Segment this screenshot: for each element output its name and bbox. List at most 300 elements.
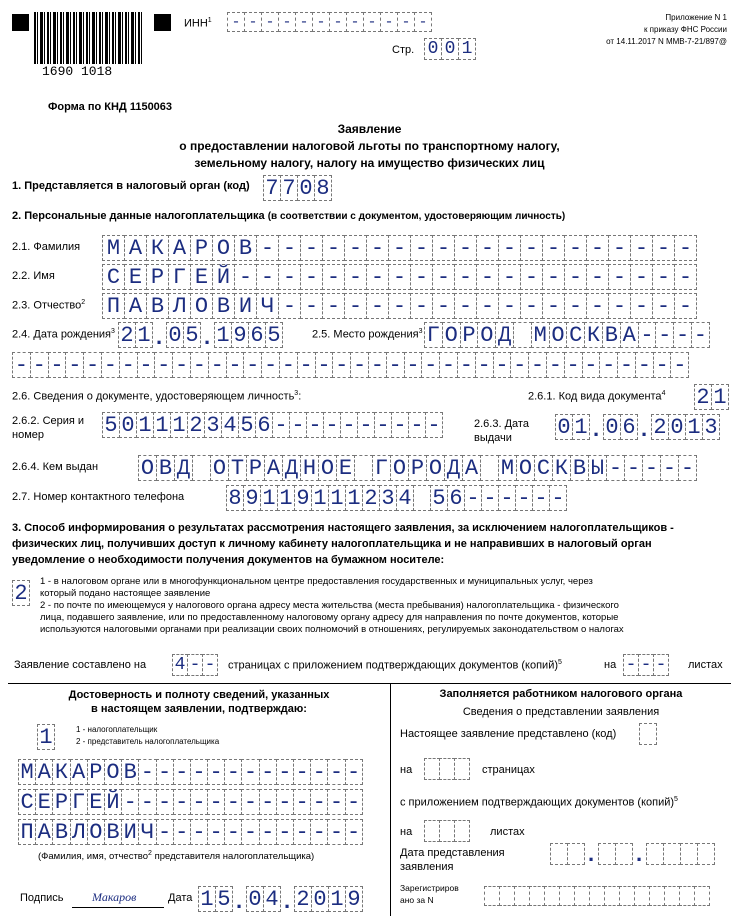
char-cell [574,886,590,906]
char-cell: - [546,352,565,378]
char-cell: С [534,455,553,481]
char-cell: - [344,264,367,290]
issued-date-label: 2.6.3. Дата выдачи [474,418,529,444]
char-cell: О [138,455,157,481]
char-cell: Е [87,789,105,815]
char-cell [424,820,440,842]
char-cell: - [670,352,689,378]
office-sheets-field[interactable] [424,820,469,842]
doc-code-field[interactable] [694,384,728,410]
char-cell: Р [190,235,213,261]
char-cell: - [241,789,259,815]
pages-on: на [604,659,617,671]
phone-field[interactable] [226,485,566,511]
inform-method-field[interactable] [12,580,29,606]
char-cell: - [241,759,259,785]
char-cell: О [190,293,213,319]
char-cell: - [623,654,639,676]
char-cell: 1 [711,384,729,410]
char-cell: Л [70,819,88,845]
char-cell: - [154,352,173,378]
rep-name-caption: (Фамилия, имя, отчество$^2$ представителя налогоплательщика) [38,850,315,863]
char-cell: 1 [37,724,55,750]
char-cell: - [624,455,643,481]
char-cell [424,758,440,780]
char-cell: - [421,352,440,378]
char-cell: - [310,759,328,785]
char-cell: - [542,293,565,319]
char-cell [454,820,470,842]
char-cell: - [173,819,191,845]
char-cell: - [322,264,345,290]
char-cell [439,758,455,780]
char-cell: Г [424,322,443,348]
char-cell: О [549,322,568,348]
office-sub: Сведения о представлении заявления [462,706,660,718]
char-cell: - [388,264,411,290]
char-cell: - [635,352,654,378]
char-cell: - [432,235,455,261]
signature-line [72,907,164,908]
char-cell: - [366,235,389,261]
char-cell: 5 [183,322,201,348]
char-cell: Р [246,455,265,481]
char-cell: А [462,455,481,481]
char-cell: - [674,264,697,290]
char-cell: Е [190,264,213,290]
signature: Макаров [92,890,137,904]
char-cell: - [363,12,381,32]
char-cell: - [586,235,609,261]
char-cell: 2 [118,322,136,348]
char-cell: О [87,819,105,845]
char-cell: В [212,293,235,319]
char-cell: 1 [214,322,232,348]
patronymic-field[interactable] [102,293,696,319]
char-cell: 1 [260,485,278,511]
office-code-field[interactable] [639,723,656,745]
char-cell [480,455,499,481]
char-cell: - [498,293,521,319]
char-cell: - [293,789,311,815]
pages-suffix: листах [688,659,723,671]
char-cell: - [475,352,494,378]
char-cell: - [138,789,156,815]
office-reg-label: Зарегистриров ано за N [400,883,459,905]
char-cell: - [276,759,294,785]
char-cell: П [102,293,125,319]
char-cell: 1 [135,322,153,348]
char-cell: - [312,12,330,32]
firstname-field[interactable] [102,264,696,290]
issued-by-field[interactable] [138,455,696,481]
char-cell: - [617,352,636,378]
char-cell: - [564,352,583,378]
rep-name-2[interactable] [18,789,362,815]
issued-date-field[interactable] [555,414,719,440]
char-cell: - [345,759,363,785]
char-cell: - [454,235,477,261]
char-cell: - [691,322,710,348]
char-cell: И [121,819,139,845]
s3-heading: 3. Способ информирования о результатах рассмотрения настоящего заявления, за исключением налогоплательщиков - физических лиц, получивших доступ к личному кабинету налогоплательщика и не направивших в налоговый орган уведомление о необходимости получения документов на бумажном носителе: [12,522,674,566]
char-cell: - [207,819,225,845]
char-cell: - [432,264,455,290]
char-cell: - [432,293,455,319]
char-cell: - [310,819,328,845]
char-cell: - [425,412,443,438]
char-cell: - [346,12,364,32]
char-cell: Л [168,293,191,319]
char-cell: 5 [430,485,448,511]
char-cell: - [65,352,84,378]
char-cell: 0 [555,414,573,440]
char-cell: В [104,819,122,845]
issued-by-label: 2.6.4. Кем выдан [12,461,99,473]
char-cell [680,843,698,865]
inn-cells[interactable] [227,12,431,32]
char-cell: Й [212,264,235,290]
char-cell: - [293,759,311,785]
office-pages-field[interactable] [424,758,469,780]
phone-label: 2.7. Номер контактного телефона [12,491,185,503]
char-cell: - [638,322,657,348]
char-cell [615,843,633,865]
char-cell [598,843,616,865]
char-cell: Р [408,455,427,481]
char-cell [544,886,560,906]
office-attach-label: с приложением подтверждающих документов (копий)$^5$ [400,796,678,809]
char-cell: - [410,235,433,261]
date-label: Дата [168,892,193,904]
confirm-heading: Достоверность и полноту сведений, указанных в настоящем заявлении, подтверждаю: [68,689,330,715]
char-cell: - [414,12,432,32]
char-cell: 1 [153,412,171,438]
office-reg-field[interactable] [484,886,709,906]
char-cell: - [278,235,301,261]
char-cell: - [655,322,674,348]
doc-code-label: 2.6.1. Код вида документа$^4$ [528,390,666,403]
char-cell: Ы [588,455,607,481]
char-cell: - [608,235,631,261]
char-cell: С [102,264,125,290]
firstname-label: 2.2. Имя [12,270,55,282]
char-cell: - [608,293,631,319]
char-cell: К [146,235,169,261]
char-cell: М [18,759,36,785]
char-cell: - [156,819,174,845]
char-cell: - [261,12,279,32]
char-cell: 1 [198,886,216,912]
char-cell: В [146,293,169,319]
char-cell [663,843,681,865]
char-cell: - [190,789,208,815]
pages-count-field[interactable] [172,654,217,676]
tax-office-code[interactable] [263,175,331,201]
char-cell: - [30,352,49,378]
char-cell: 1 [328,485,346,511]
office-pages-label: страницах [482,764,535,776]
char-cell: - [172,352,191,378]
date-separator: . [283,888,291,913]
date-separator: . [635,841,643,866]
char-cell: А [168,235,191,261]
char-cell: К [552,455,571,481]
char-cell: - [48,352,67,378]
char-cell [646,843,664,865]
char-cell: Р [87,759,105,785]
char-cell [697,843,715,865]
char-cell: - [366,264,389,290]
char-cell: - [315,352,334,378]
char-cell: 1 [685,414,703,440]
char-cell: - [586,264,609,290]
rep-name-1[interactable] [18,759,362,785]
char-cell: - [259,759,277,785]
char-cell: - [374,412,392,438]
char-cell: - [388,235,411,261]
char-cell: - [515,485,533,511]
char-cell [567,843,585,865]
char-cell: - [638,654,654,676]
date-separator: . [155,324,163,349]
char-cell: - [340,412,358,438]
char-cell: - [295,12,313,32]
char-cell: 0 [246,886,264,912]
char-cell: - [278,12,296,32]
char-cell: - [564,264,587,290]
char-cell: - [404,352,423,378]
char-cell: - [660,455,679,481]
char-cell: С [18,789,36,815]
char-cell: - [586,293,609,319]
char-cell: 0 [424,38,442,60]
char-cell: - [498,485,516,511]
char-cell: 3 [204,412,222,438]
date-separator: . [640,416,648,441]
char-cell [484,886,500,906]
char-cell: 3 [702,414,720,440]
char-cell: - [674,235,697,261]
char-cell: - [190,819,208,845]
char-cell: - [119,352,138,378]
char-cell: Р [146,264,169,290]
s1-label: 1. Представляется в налоговый орган (код) [12,180,250,192]
char-cell: - [101,352,120,378]
char-cell: - [542,264,565,290]
char-cell: - [476,293,499,319]
char-cell [550,843,568,865]
char-cell: - [652,264,675,290]
char-cell [664,886,680,906]
char-cell [639,723,657,745]
char-cell: - [329,12,347,32]
barcode [34,12,144,64]
char-cell: Т [228,455,247,481]
inn-label: ИНН$^1$ [184,17,212,30]
char-cell: К [584,322,603,348]
char-cell [634,886,650,906]
char-cell: Г [70,789,88,815]
date-separator: . [235,888,243,913]
char-cell: А [264,455,283,481]
lastname-field[interactable] [102,235,696,261]
char-cell: - [608,264,631,290]
char-cell: - [564,293,587,319]
office-code-label: Настоящее заявление представлено (код) [400,728,617,740]
char-cell: - [520,264,543,290]
char-cell: - [208,352,227,378]
page-cells[interactable] [424,38,475,60]
char-cell: 4 [172,654,188,676]
char-cell: - [327,789,345,815]
char-cell: 3 [379,485,397,511]
char-cell: - [520,235,543,261]
char-cell: А [124,235,147,261]
char-cell: С [566,322,585,348]
char-cell: 1 [572,414,590,440]
char-cell: - [272,412,290,438]
pob-field-1[interactable] [424,322,709,348]
series-field[interactable] [102,412,442,438]
char-cell: Ч [256,293,279,319]
date-separator: . [592,416,600,441]
char-cell: А [35,759,53,785]
char-cell: - [510,352,529,378]
char-cell: - [345,819,363,845]
char-cell: - [366,293,389,319]
inform-options: 1 - в налоговом органе или в многофункциональном центре предоставления государственных и муниципальных услуг, через который подано настоящее заявление 2 - по почте по имеющемуся у налогового органа адресу места жительства (места пребывания) налогоплательщика - физического лица, подавшего заявление, или по предоставленному налоговому органу адресу для направления по почте документов, которые используются налоговыми органами при реализации своих полномочий в отношениях, регулируемых законодательством о налогах [40,576,624,635]
char-cell: 5 [265,322,283,348]
char-cell: Г [168,264,191,290]
char-cell: 0 [166,322,184,348]
char-cell: П [18,819,36,845]
char-cell: 4 [396,485,414,511]
char-cell: - [276,789,294,815]
char-cell: 0 [119,412,137,438]
char-cell: - [322,293,345,319]
char-cell [679,886,695,906]
char-cell: - [300,293,323,319]
char-cell: Е [124,264,147,290]
char-cell: Д [174,455,193,481]
rep-name-3[interactable] [18,819,362,845]
patronymic-label: 2.3. Отчество$^2$ [12,299,86,312]
pob-label: 2.5. Место рождения$^3$ [312,328,423,341]
char-cell: 5 [215,886,233,912]
char-cell: В [121,759,139,785]
office-date-field[interactable] [550,843,714,865]
char-cell: - [279,352,298,378]
char-cell: - [653,352,672,378]
char-cell: 0 [311,886,329,912]
char-cell: 1 [277,485,295,511]
confirm-role-field[interactable] [37,724,54,750]
char-cell: - [310,789,328,815]
dob-field[interactable] [118,322,282,348]
pob-field-2[interactable] [12,352,688,378]
char-cell: - [528,352,547,378]
char-cell: - [224,819,242,845]
char-cell: - [156,789,174,815]
char-cell: 0 [297,175,315,201]
char-cell [413,485,431,511]
char-cell: - [653,654,669,676]
char-cell: Д [495,322,514,348]
office-on2: на [400,826,413,838]
char-cell: - [397,12,415,32]
char-cell: - [344,293,367,319]
char-cell: 9 [231,322,249,348]
char-cell: 5 [238,412,256,438]
char-cell: - [259,789,277,815]
char-cell: 0 [441,38,459,60]
char-cell: - [476,235,499,261]
char-cell: - [327,759,345,785]
char-cell: - [386,352,405,378]
doc-label: 2.6. Сведения о документе, удостоверяющем личность$^3$: [12,390,302,403]
char-cell: 6 [620,414,638,440]
char-cell: О [426,455,445,481]
page-label: Стр. [392,44,415,56]
char-cell: 5 [102,412,120,438]
char-cell: - [322,235,345,261]
char-cell: - [278,293,301,319]
char-cell: - [652,235,675,261]
char-cell: - [332,352,351,378]
char-cell: - [464,485,482,511]
char-cell: - [224,759,242,785]
char-cell: 1 [328,886,346,912]
char-cell: 0 [668,414,686,440]
char-cell: - [520,293,543,319]
char-cell: О [390,455,409,481]
char-cell: - [244,12,262,32]
char-cell: 2 [294,886,312,912]
char-cell: 1 [345,485,363,511]
char-cell: - [289,412,307,438]
char-cell [354,455,373,481]
corner-marker-tr [154,14,171,31]
char-cell: В [570,455,589,481]
char-cell: О [104,759,122,785]
char-cell: Е [35,789,53,815]
char-cell: 1 [136,412,154,438]
char-cell [619,886,635,906]
confirm-date-field[interactable] [198,886,362,912]
char-cell: - [678,455,697,481]
char-cell [604,886,620,906]
attach-count-field[interactable] [623,654,668,676]
char-cell: - [564,235,587,261]
char-cell [529,886,545,906]
char-cell: В [234,235,257,261]
char-cell: - [642,455,661,481]
s2-heading: 2. Персональные данные налогоплательщика (в соответствии с документом, удостоверяющим личность) [12,210,566,222]
char-cell: Й [104,789,122,815]
char-cell: - [259,819,277,845]
char-cell: - [156,759,174,785]
char-cell: Е [336,455,355,481]
char-cell: - [493,352,512,378]
char-cell: О [477,322,496,348]
char-cell: 2 [12,580,30,606]
char-cell: 1 [311,485,329,511]
char-cell: 0 [603,414,621,440]
char-cell: 4 [263,886,281,912]
char-cell: Ч [138,819,156,845]
char-cell: - [345,789,363,815]
